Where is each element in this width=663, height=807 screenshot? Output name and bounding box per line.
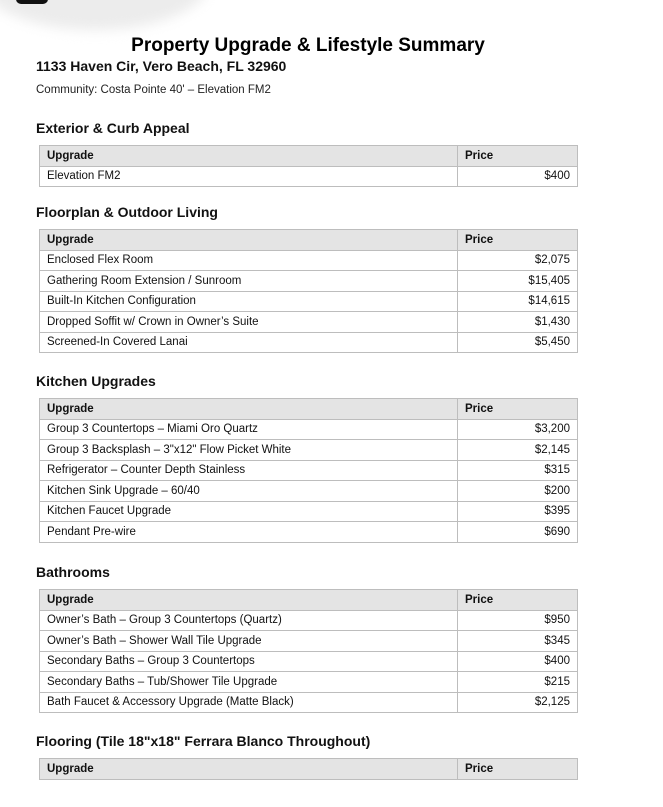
table-row [40, 610, 578, 631]
page-corner-shadow [0, 0, 210, 30]
table-row [40, 250, 578, 271]
upgrade-cell: Owner’s Bath – Shower Wall Tile Upgrade [40, 631, 458, 652]
table-flooring [39, 758, 578, 780]
column-header-price: Price [458, 590, 578, 611]
table-row [40, 166, 578, 187]
table-kitchen [39, 398, 578, 543]
property-address: 1133 Haven Cir, Vero Beach, FL 32960 [36, 58, 287, 74]
upgrade-cell: Gathering Room Extension / Sunroom [40, 271, 458, 292]
community-line: Community: Costa Pointe 40' – Elevation FM2 [36, 84, 271, 96]
section-title-exterior: Exterior & Curb Appeal [36, 120, 190, 136]
price-cell: $400 [458, 651, 578, 672]
table-row [40, 419, 578, 440]
table-bathrooms [39, 589, 578, 713]
price-cell: $2,075 [458, 250, 578, 271]
top-left-edge-tab [16, 0, 48, 4]
upgrade-cell: Elevation FM2 [40, 166, 458, 187]
table-row [40, 672, 578, 693]
document-title: Property Upgrade & Lifestyle Summary [131, 34, 485, 56]
price-cell: $2,125 [458, 692, 578, 713]
upgrade-cell: Built-In Kitchen Configuration [40, 291, 458, 312]
price-cell: $15,405 [458, 271, 578, 292]
table-row [40, 312, 578, 333]
table-row [40, 651, 578, 672]
upgrade-cell: Kitchen Sink Upgrade – 60/40 [40, 481, 458, 502]
price-cell: $400 [458, 166, 578, 187]
price-cell: $395 [458, 501, 578, 522]
section-title-bathrooms: Bathrooms [36, 564, 110, 580]
table-header-row [40, 759, 578, 780]
price-cell: $1,430 [458, 312, 578, 333]
table-row [40, 692, 578, 713]
table-row [40, 481, 578, 502]
price-cell: $5,450 [458, 332, 578, 353]
upgrade-cell: Group 3 Backsplash – 3"x12" Flow Picket White [40, 440, 458, 461]
upgrade-cell: Enclosed Flex Room [40, 250, 458, 271]
column-header-upgrade: Upgrade [40, 399, 458, 420]
column-header-upgrade: Upgrade [40, 230, 458, 251]
table-row [40, 332, 578, 353]
table-row [40, 271, 578, 292]
upgrade-cell: Group 3 Countertops – Miami Oro Quartz [40, 419, 458, 440]
table-header-row [40, 590, 578, 611]
table-exterior [39, 145, 578, 187]
table-row [40, 501, 578, 522]
column-header-price: Price [458, 230, 578, 251]
upgrade-cell: Dropped Soffit w/ Crown in Owner’s Suite [40, 312, 458, 333]
upgrade-cell: Screened-In Covered Lanai [40, 332, 458, 353]
price-cell: $200 [458, 481, 578, 502]
table-row [40, 522, 578, 543]
price-cell: $215 [458, 672, 578, 693]
price-cell: $14,615 [458, 291, 578, 312]
upgrade-cell: Secondary Baths – Group 3 Countertops [40, 651, 458, 672]
upgrade-cell: Bath Faucet & Accessory Upgrade (Matte Black) [40, 692, 458, 713]
upgrade-cell: Pendant Pre-wire [40, 522, 458, 543]
table-header-row [40, 230, 578, 251]
upgrade-cell: Owner’s Bath – Group 3 Countertops (Quartz) [40, 610, 458, 631]
table-row [40, 460, 578, 481]
table-header-row [40, 399, 578, 420]
section-title-flooring: Flooring (Tile 18"x18" Ferrara Blanco Throughout) [36, 733, 371, 749]
table-row [40, 440, 578, 461]
column-header-price: Price [458, 759, 578, 780]
upgrade-cell: Kitchen Faucet Upgrade [40, 501, 458, 522]
upgrade-cell: Refrigerator – Counter Depth Stainless [40, 460, 458, 481]
price-cell: $950 [458, 610, 578, 631]
price-cell: $690 [458, 522, 578, 543]
table-row [40, 631, 578, 652]
price-cell: $345 [458, 631, 578, 652]
column-header-price: Price [458, 146, 578, 167]
table-header-row [40, 146, 578, 167]
price-cell: $3,200 [458, 419, 578, 440]
table-floorplan [39, 229, 578, 353]
column-header-upgrade: Upgrade [40, 590, 458, 611]
table-row [40, 291, 578, 312]
price-cell: $2,145 [458, 440, 578, 461]
price-cell: $315 [458, 460, 578, 481]
column-header-price: Price [458, 399, 578, 420]
upgrade-cell: Secondary Baths – Tub/Shower Tile Upgrade [40, 672, 458, 693]
section-title-floorplan: Floorplan & Outdoor Living [36, 204, 218, 220]
column-header-upgrade: Upgrade [40, 146, 458, 167]
column-header-upgrade: Upgrade [40, 759, 458, 780]
section-title-kitchen: Kitchen Upgrades [36, 373, 156, 389]
